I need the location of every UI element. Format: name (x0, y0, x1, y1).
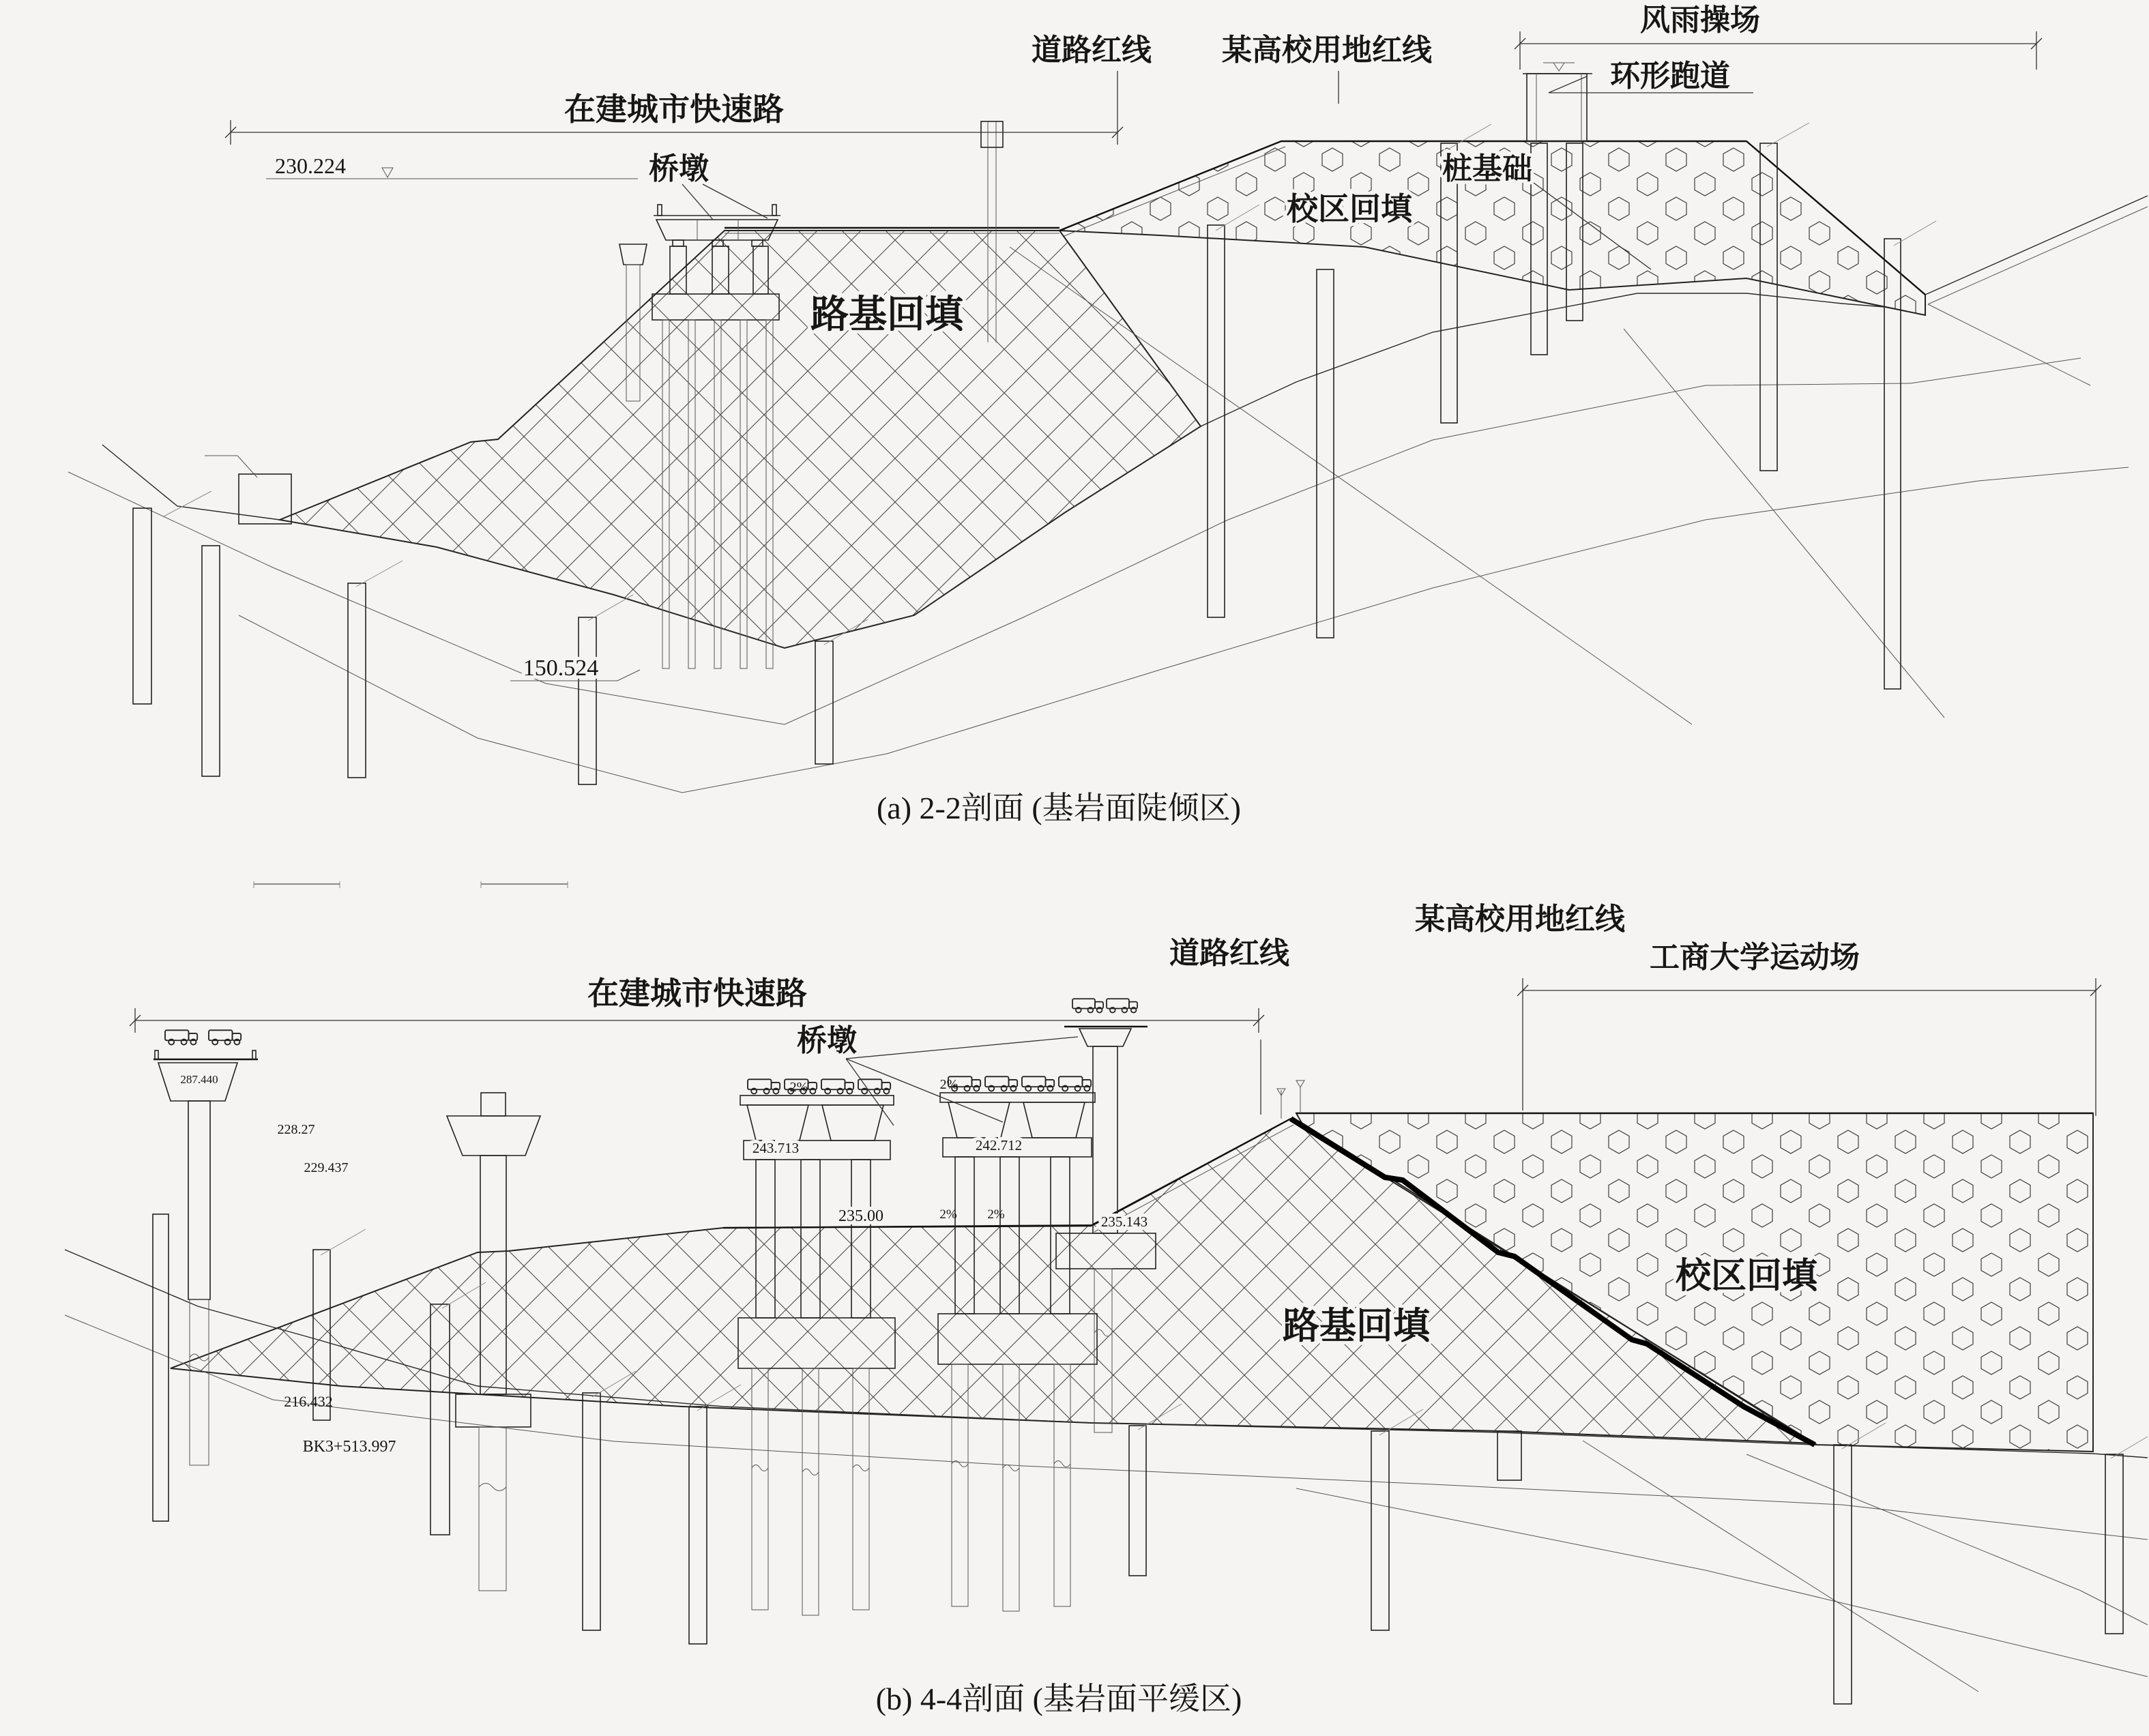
label-ring-track: 环形跑道 (1610, 59, 1730, 93)
crest-flags (1277, 1080, 1304, 1119)
dimension-playground (1515, 31, 2042, 70)
label-subgrade-fill-a: 路基回填 (810, 294, 963, 336)
footing (456, 1394, 531, 1427)
section-a (68, 3, 2148, 888)
side-pier-cap (619, 244, 647, 265)
rock-line (1746, 1454, 2148, 1625)
leader-line (1010, 247, 1692, 724)
t-girder (948, 1102, 1010, 1138)
bearing-block (481, 1093, 506, 1116)
deck-slab (740, 1095, 894, 1105)
label-pile-foundation: 桩基础 (1442, 152, 1532, 186)
pier-cap (447, 1116, 540, 1156)
elevation-text: 216.432 (284, 1393, 333, 1410)
leader-line (846, 1059, 1003, 1122)
pier1-b (154, 1030, 258, 1465)
leader-line (1583, 1441, 1978, 1692)
label-campus-redline-b: 某高校用地红线 (1415, 902, 1625, 936)
pile-break (479, 1484, 506, 1491)
slope-mark: 2% (939, 1207, 957, 1222)
leader-line (846, 1037, 1078, 1059)
elevation-text: 287.440 (180, 1073, 218, 1086)
deck-slab (940, 1093, 1095, 1102)
label-pier-b: 桥墩 (797, 1024, 857, 1057)
terrain-line (1925, 196, 2148, 295)
label-campus-fill-b: 校区回填 (1675, 1257, 1818, 1296)
label-playground: 风雨操场 (1640, 3, 1760, 37)
caption-a: (a) 2-2剖面 (基岩面陡倾区) (876, 791, 1242, 825)
caption-b: (b) 4-4剖面 (基岩面平缓区) (875, 1681, 1242, 1716)
pier-column (1093, 1046, 1117, 1233)
t-girder (747, 1105, 808, 1141)
label-pier-a: 桥墩 (649, 152, 709, 186)
elevation-text: 235.143 (1100, 1213, 1148, 1230)
label-expressway-b: 在建城市快速路 (587, 976, 807, 1011)
leader-line (1928, 304, 2090, 385)
elevation-triangle-icon (382, 168, 393, 177)
label-subgrade-fill-b: 路基回填 (1283, 1306, 1430, 1347)
label-campus-redline-a: 某高校用地红线 (1222, 33, 1432, 67)
leader-line (703, 184, 768, 218)
building-outline (239, 474, 291, 524)
label-expressway-a: 在建城市快速路 (564, 92, 784, 127)
pile-break (752, 1465, 869, 1475)
dimension-sports-field (1517, 978, 2101, 1116)
pile-break (952, 1461, 1070, 1471)
elevation-text: 230.224 (275, 153, 346, 178)
label-road-redline-b: 道路红线 (1169, 937, 1289, 970)
label-campus-fill-a: 校区回填 (1287, 192, 1412, 226)
station-text: BK3+513.997 (302, 1438, 396, 1456)
slope-mark: 2% (939, 1077, 959, 1092)
pier-column (188, 1101, 210, 1299)
section-b (65, 902, 2148, 1716)
mast-head (981, 121, 1003, 147)
elevation-text: 242.712 (975, 1137, 1023, 1153)
buried-pile (479, 1427, 506, 1591)
elevation-text: 235.00 (838, 1207, 883, 1225)
terrain-line (1928, 207, 2148, 304)
elevation-text: 228.27 (277, 1122, 315, 1137)
elevation-text: 243.713 (752, 1140, 800, 1156)
label-road-redline-a: 道路红线 (1032, 33, 1152, 67)
leader-line (682, 184, 713, 220)
buried-pile (190, 1299, 209, 1465)
pier-cap (1079, 1029, 1131, 1046)
ring-track-structure (1523, 63, 1592, 141)
slope-mark: 2% (987, 1207, 1005, 1222)
leader-line (1624, 329, 1944, 718)
t-girder (822, 1105, 883, 1141)
elevation-text: 229.437 (304, 1160, 349, 1175)
t-girder (1023, 1102, 1085, 1138)
slope-mark: 2% (789, 1080, 808, 1095)
rock-line (1296, 1488, 2148, 1677)
elevation-triangle-icon (1553, 63, 1564, 71)
elevation-text: 150.524 (523, 656, 599, 681)
scale-bars (254, 881, 568, 888)
label-sports-field: 工商大学运动场 (1650, 941, 1860, 974)
